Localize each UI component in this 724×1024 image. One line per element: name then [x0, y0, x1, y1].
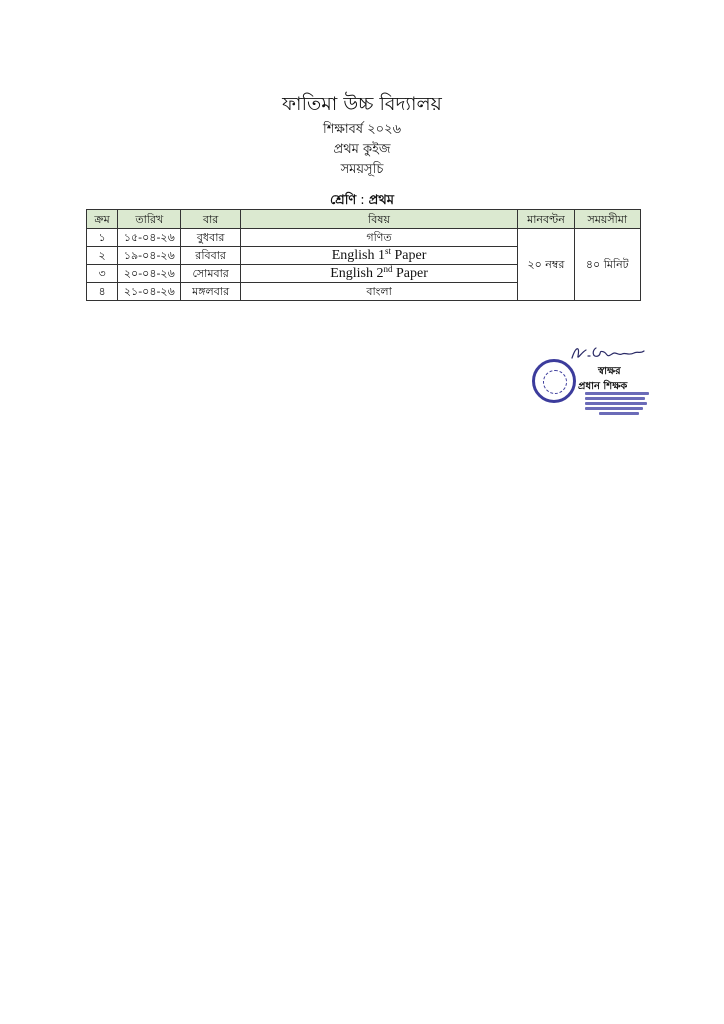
day-cell: বুধবার [181, 229, 240, 247]
class-value: প্রথম [368, 193, 395, 208]
date-cell: ২১-০৪-২৬ [118, 283, 181, 301]
serial-cell: ৩ [87, 265, 118, 283]
date-cell: ১৫-০৪-২৬ [118, 229, 181, 247]
serial-cell: ২ [87, 247, 118, 265]
subject-ordinal: st [384, 246, 391, 256]
class-label: শ্রেণি [329, 193, 357, 208]
serial-cell: ৪ [87, 283, 118, 301]
stamp-text-icon [585, 392, 649, 417]
column-header-marks: মানবণ্টন [518, 210, 574, 229]
date-cell: ১৯-০৪-২৬ [118, 247, 181, 265]
subject-main: English 1 [331, 248, 385, 263]
signature-label: স্বাক্ষর [598, 366, 621, 377]
headmaster-title: প্রধান শিক্ষক [578, 381, 628, 392]
column-header-serial: ক্রম [87, 210, 118, 229]
column-header-date: তারিখ [118, 210, 181, 229]
subject-tail: Paper [392, 266, 428, 281]
day-cell: সোমবার [181, 265, 240, 283]
schedule-table [86, 209, 641, 301]
subject-cell [240, 247, 518, 265]
date-cell: ২০-০৪-২৬ [118, 265, 181, 283]
handwritten-signature-icon [568, 342, 646, 364]
column-header-subject: বিষয় [240, 210, 518, 229]
routine-title: সময়সূচি [340, 162, 384, 177]
school-name: ফাতিমা উচ্চ বিদ্যালয় [282, 93, 442, 115]
academic-year: শিক্ষাবর্ষ ২০২৬ [322, 122, 402, 137]
table-header-row [87, 210, 641, 229]
school-seal-icon [532, 359, 576, 403]
day-cell: মঙ্গলবার [181, 283, 240, 301]
signature-block [528, 342, 658, 412]
subject-cell [240, 265, 518, 283]
table-row [87, 229, 641, 247]
subject-tail: Paper [391, 248, 427, 263]
column-header-duration: সময়সীমা [574, 210, 640, 229]
column-header-day: বার [181, 210, 240, 229]
duration-cell: ৪০ মিনিট [574, 229, 640, 301]
class-colon: : [360, 193, 365, 208]
exam-name: প্রথম কুইজ [333, 142, 391, 157]
serial-cell: ১ [87, 229, 118, 247]
subject-ordinal: nd [383, 264, 393, 274]
subject-cell: গণিত [240, 229, 518, 247]
subject-cell: বাংলা [240, 283, 518, 301]
marks-cell: ২০ নম্বর [518, 229, 574, 301]
subject-main: English 2 [330, 266, 384, 281]
day-cell: রবিবার [181, 247, 240, 265]
